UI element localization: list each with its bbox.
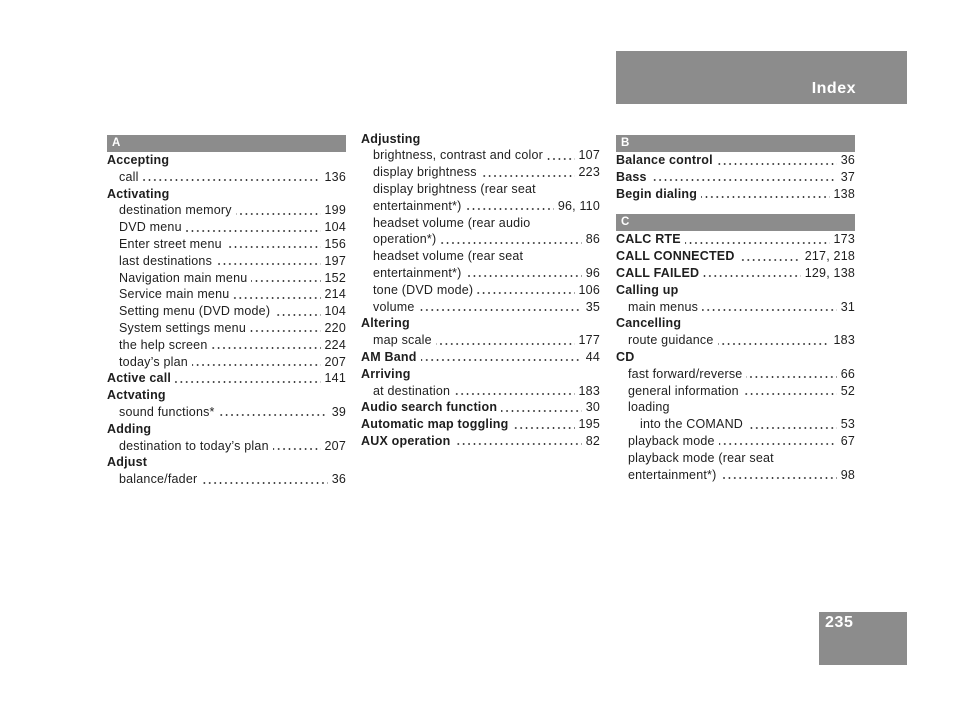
dot-leader [251, 280, 320, 282]
term-label: Adjusting [361, 131, 421, 146]
term-label: Calling up [616, 282, 679, 297]
index-subentry [107, 404, 346, 421]
page-ref: 37 [840, 169, 855, 184]
dot-leader [717, 163, 837, 165]
page-ref: 96, 110 [557, 198, 600, 213]
dot-leader [718, 343, 830, 345]
subentry-label: headset volume (rear seat [373, 249, 524, 264]
index-term [616, 349, 855, 366]
dot-leader [226, 246, 321, 248]
subentry-label: operation*) [373, 232, 437, 247]
page-ref: 96 [585, 265, 600, 280]
subentry-label: sound functions* [119, 404, 215, 419]
index-subentry-continued [361, 181, 600, 198]
subentry-label: balance/fader [119, 472, 198, 487]
index-subentry [361, 282, 600, 299]
dot-leader [685, 242, 830, 244]
term-label: Bass [616, 169, 647, 184]
page-number-tab [819, 612, 907, 665]
index-subentry [361, 147, 600, 164]
term-label: Begin dialing [616, 186, 698, 201]
page-ref: 220 [324, 320, 346, 335]
page-ref: 35 [585, 299, 600, 314]
index-subsubentry [616, 416, 855, 433]
index-subentry [107, 286, 346, 303]
index-term [107, 152, 346, 169]
subentry-label: today’s plan [119, 354, 188, 369]
dot-leader [746, 376, 836, 378]
dot-leader [702, 309, 837, 311]
subentry-label: into the COMAND [640, 417, 744, 432]
index-subentry-continued [361, 215, 600, 232]
index-term [616, 152, 855, 169]
index-subentry [361, 383, 600, 400]
subentry-label: last destinations [119, 253, 213, 268]
index-term [107, 454, 346, 471]
term-label: CD [616, 349, 635, 364]
dot-leader [477, 292, 574, 294]
index-subentry-continued [616, 399, 855, 416]
subentry-label: headset volume (rear audio [373, 215, 531, 230]
page-ref: 36 [331, 472, 346, 487]
dot-leader [743, 393, 837, 395]
page-ref: 224 [324, 337, 346, 352]
index-term [616, 186, 855, 203]
index-term [361, 433, 600, 450]
subentry-label: Setting menu (DVD mode) [119, 304, 271, 319]
index-subentry [107, 438, 346, 455]
index-subentry [107, 320, 346, 337]
index-term [616, 282, 855, 299]
dot-leader [419, 309, 582, 311]
page-ref: 197 [324, 253, 346, 268]
subentry-label: Service main menu [119, 287, 230, 302]
page-ref: 214 [324, 287, 346, 302]
page-ref: 31 [840, 299, 855, 314]
subentry-label: entertainment*) [628, 467, 717, 482]
subentry-label: destination memory [119, 203, 232, 218]
subentry-label: route guidance [628, 333, 714, 348]
page-ref: 177 [578, 333, 600, 348]
dot-leader [701, 196, 829, 198]
index-subentry [107, 303, 346, 320]
index-subentry [107, 169, 346, 186]
index-term [616, 231, 855, 248]
term-label: AUX operation [361, 433, 451, 448]
dot-leader [739, 259, 801, 261]
page-ref: 104 [324, 304, 346, 319]
page-ref: 86 [585, 232, 600, 247]
page-ref: 141 [324, 371, 346, 386]
index-subentry-continued [361, 248, 600, 265]
page-ref: 106 [578, 282, 600, 297]
page-ref: 129, 138 [804, 265, 855, 280]
dot-leader [175, 381, 320, 383]
index-header-tab [616, 51, 907, 104]
dot-leader [454, 443, 581, 445]
subentry-label: entertainment*) [373, 198, 462, 213]
dot-leader [211, 347, 320, 349]
subentry-label: map scale [373, 333, 432, 348]
term-label: CALL FAILED [616, 265, 700, 280]
index-term [361, 416, 600, 433]
dot-leader [436, 343, 575, 345]
subentry-label: volume [373, 299, 415, 314]
term-label: Automatic map toggling [361, 417, 509, 432]
term-label: Arriving [361, 366, 411, 381]
section-header-c [616, 214, 855, 231]
dot-leader [274, 314, 320, 316]
term-label: CALC RTE [616, 232, 681, 247]
page-ref: 183 [833, 333, 855, 348]
page-ref: 44 [585, 349, 600, 364]
index-term [361, 315, 600, 332]
dot-leader [440, 242, 581, 244]
dot-leader [703, 275, 801, 277]
index-subentry [361, 164, 600, 181]
subentry-label: loading [628, 400, 670, 415]
page-ref: 107 [578, 148, 600, 163]
section-header-b [616, 135, 855, 152]
subentry-label: main menus [628, 299, 699, 314]
term-label: Cancelling [616, 316, 682, 331]
index-term [361, 349, 600, 366]
dot-leader [236, 213, 321, 215]
dot-leader [512, 427, 574, 429]
index-column-1 [107, 135, 346, 488]
page-ref: 104 [324, 220, 346, 235]
subentry-label: destination to today’s plan [119, 438, 269, 453]
subentry-label: display brightness [373, 165, 477, 180]
index-subentry [107, 219, 346, 236]
dot-leader [233, 297, 320, 299]
subentry-label: display brightness (rear seat [373, 181, 536, 196]
subentry-label: System settings menu [119, 320, 246, 335]
index-subentry [107, 354, 346, 371]
page-ref: 138 [833, 186, 855, 201]
section-header-a [107, 135, 346, 152]
page-ref: 82 [585, 433, 600, 448]
subentry-label: call [119, 169, 139, 184]
term-label: Audio search function [361, 400, 498, 415]
dot-leader [421, 359, 582, 361]
dot-leader [481, 175, 575, 177]
term-label: Balance control [616, 153, 713, 167]
subentry-label: fast forward/reverse [628, 366, 743, 381]
page-ref: 199 [324, 203, 346, 218]
page-ref: 223 [578, 165, 600, 180]
index-subentry-continued [616, 450, 855, 467]
page-ref: 173 [833, 232, 855, 247]
page-ref: 152 [324, 270, 346, 285]
subentry-label: playback mode [628, 433, 715, 448]
dot-leader [143, 179, 321, 181]
page-ref: 36 [840, 153, 855, 167]
dot-leader [186, 230, 321, 232]
dot-leader [216, 263, 320, 265]
index-subentry [361, 332, 600, 349]
dot-leader [747, 427, 837, 429]
dot-leader [273, 448, 321, 450]
index-term [107, 387, 346, 404]
index-subentry [616, 332, 855, 349]
page-ref: 136 [324, 169, 346, 184]
dot-leader [501, 410, 582, 412]
index-term [361, 366, 600, 383]
page-number: 235 [825, 614, 854, 631]
index-subentry [616, 366, 855, 383]
dot-leader [465, 208, 553, 210]
index-subentry [616, 467, 855, 484]
index-term [107, 421, 346, 438]
subentry-label: Navigation main menu [119, 270, 248, 285]
index-subentry [361, 299, 600, 316]
page-ref: 98 [840, 467, 855, 482]
term-label: Adding [107, 421, 152, 436]
dot-leader [454, 393, 574, 395]
page-ref: 207 [324, 354, 346, 369]
dot-leader [465, 275, 581, 277]
index-subentry [107, 236, 346, 253]
term-label: CALL CONNECTED [616, 249, 735, 264]
subentry-label: entertainment*) [373, 265, 462, 280]
page-ref: 39 [331, 404, 346, 419]
term-label: Active call [107, 371, 172, 386]
index-term [361, 399, 600, 416]
index-term [616, 265, 855, 282]
index-term [107, 370, 346, 387]
page-ref: 67 [840, 433, 855, 448]
subentry-label: brightness, contrast and color [373, 148, 543, 163]
index-subentry [616, 383, 855, 400]
page-ref: 183 [578, 383, 600, 398]
section-letter: C [621, 216, 630, 229]
dot-leader [719, 443, 837, 445]
page-ref: 30 [585, 400, 600, 415]
page-ref: 207 [324, 438, 346, 453]
index-subentry [107, 270, 346, 287]
page-ref: 156 [324, 236, 346, 251]
index-subentry [107, 253, 346, 270]
section-letter: B [621, 137, 630, 149]
index-subentry [616, 299, 855, 316]
page-ref: 52 [840, 383, 855, 398]
dot-leader [547, 158, 575, 160]
term-label: Adjust [107, 455, 148, 470]
index-term [361, 131, 600, 148]
index-subentry [107, 202, 346, 219]
index-subentry [361, 198, 600, 215]
dot-leader [192, 364, 321, 366]
term-label: Altering [361, 316, 410, 331]
subentry-label: at destination [373, 383, 451, 398]
page-ref: 217, 218 [804, 249, 855, 264]
index-term [616, 248, 855, 265]
subentry-label: playback mode (rear seat [628, 450, 774, 465]
page-ref: 195 [578, 417, 600, 432]
index-column-2 [361, 131, 600, 450]
subentry-label: general information [628, 383, 739, 398]
subentry-label: the help screen [119, 337, 208, 352]
index-term [616, 315, 855, 332]
dot-leader [250, 330, 321, 332]
dot-leader [219, 414, 328, 416]
subentry-label: DVD menu [119, 220, 182, 235]
index-subentry [616, 433, 855, 450]
index-term [616, 169, 855, 186]
dot-leader [720, 477, 836, 479]
index-subentry [361, 231, 600, 248]
index-term [107, 186, 346, 203]
term-label: Accepting [107, 153, 170, 167]
index-column-3 [616, 135, 855, 483]
page-ref: 53 [840, 417, 855, 432]
dot-leader [201, 482, 327, 484]
page-ref: 66 [840, 366, 855, 381]
dot-leader [651, 179, 837, 181]
subentry-label: tone (DVD mode) [373, 282, 474, 297]
section-letter: A [112, 137, 121, 149]
term-label: Actvating [107, 388, 166, 403]
term-label: AM Band [361, 349, 417, 364]
index-subentry [361, 265, 600, 282]
subentry-label: Enter street menu [119, 236, 222, 251]
index-subentry [107, 471, 346, 488]
index-subentry [107, 337, 346, 354]
page-title: Index [811, 80, 856, 97]
term-label: Activating [107, 186, 170, 201]
